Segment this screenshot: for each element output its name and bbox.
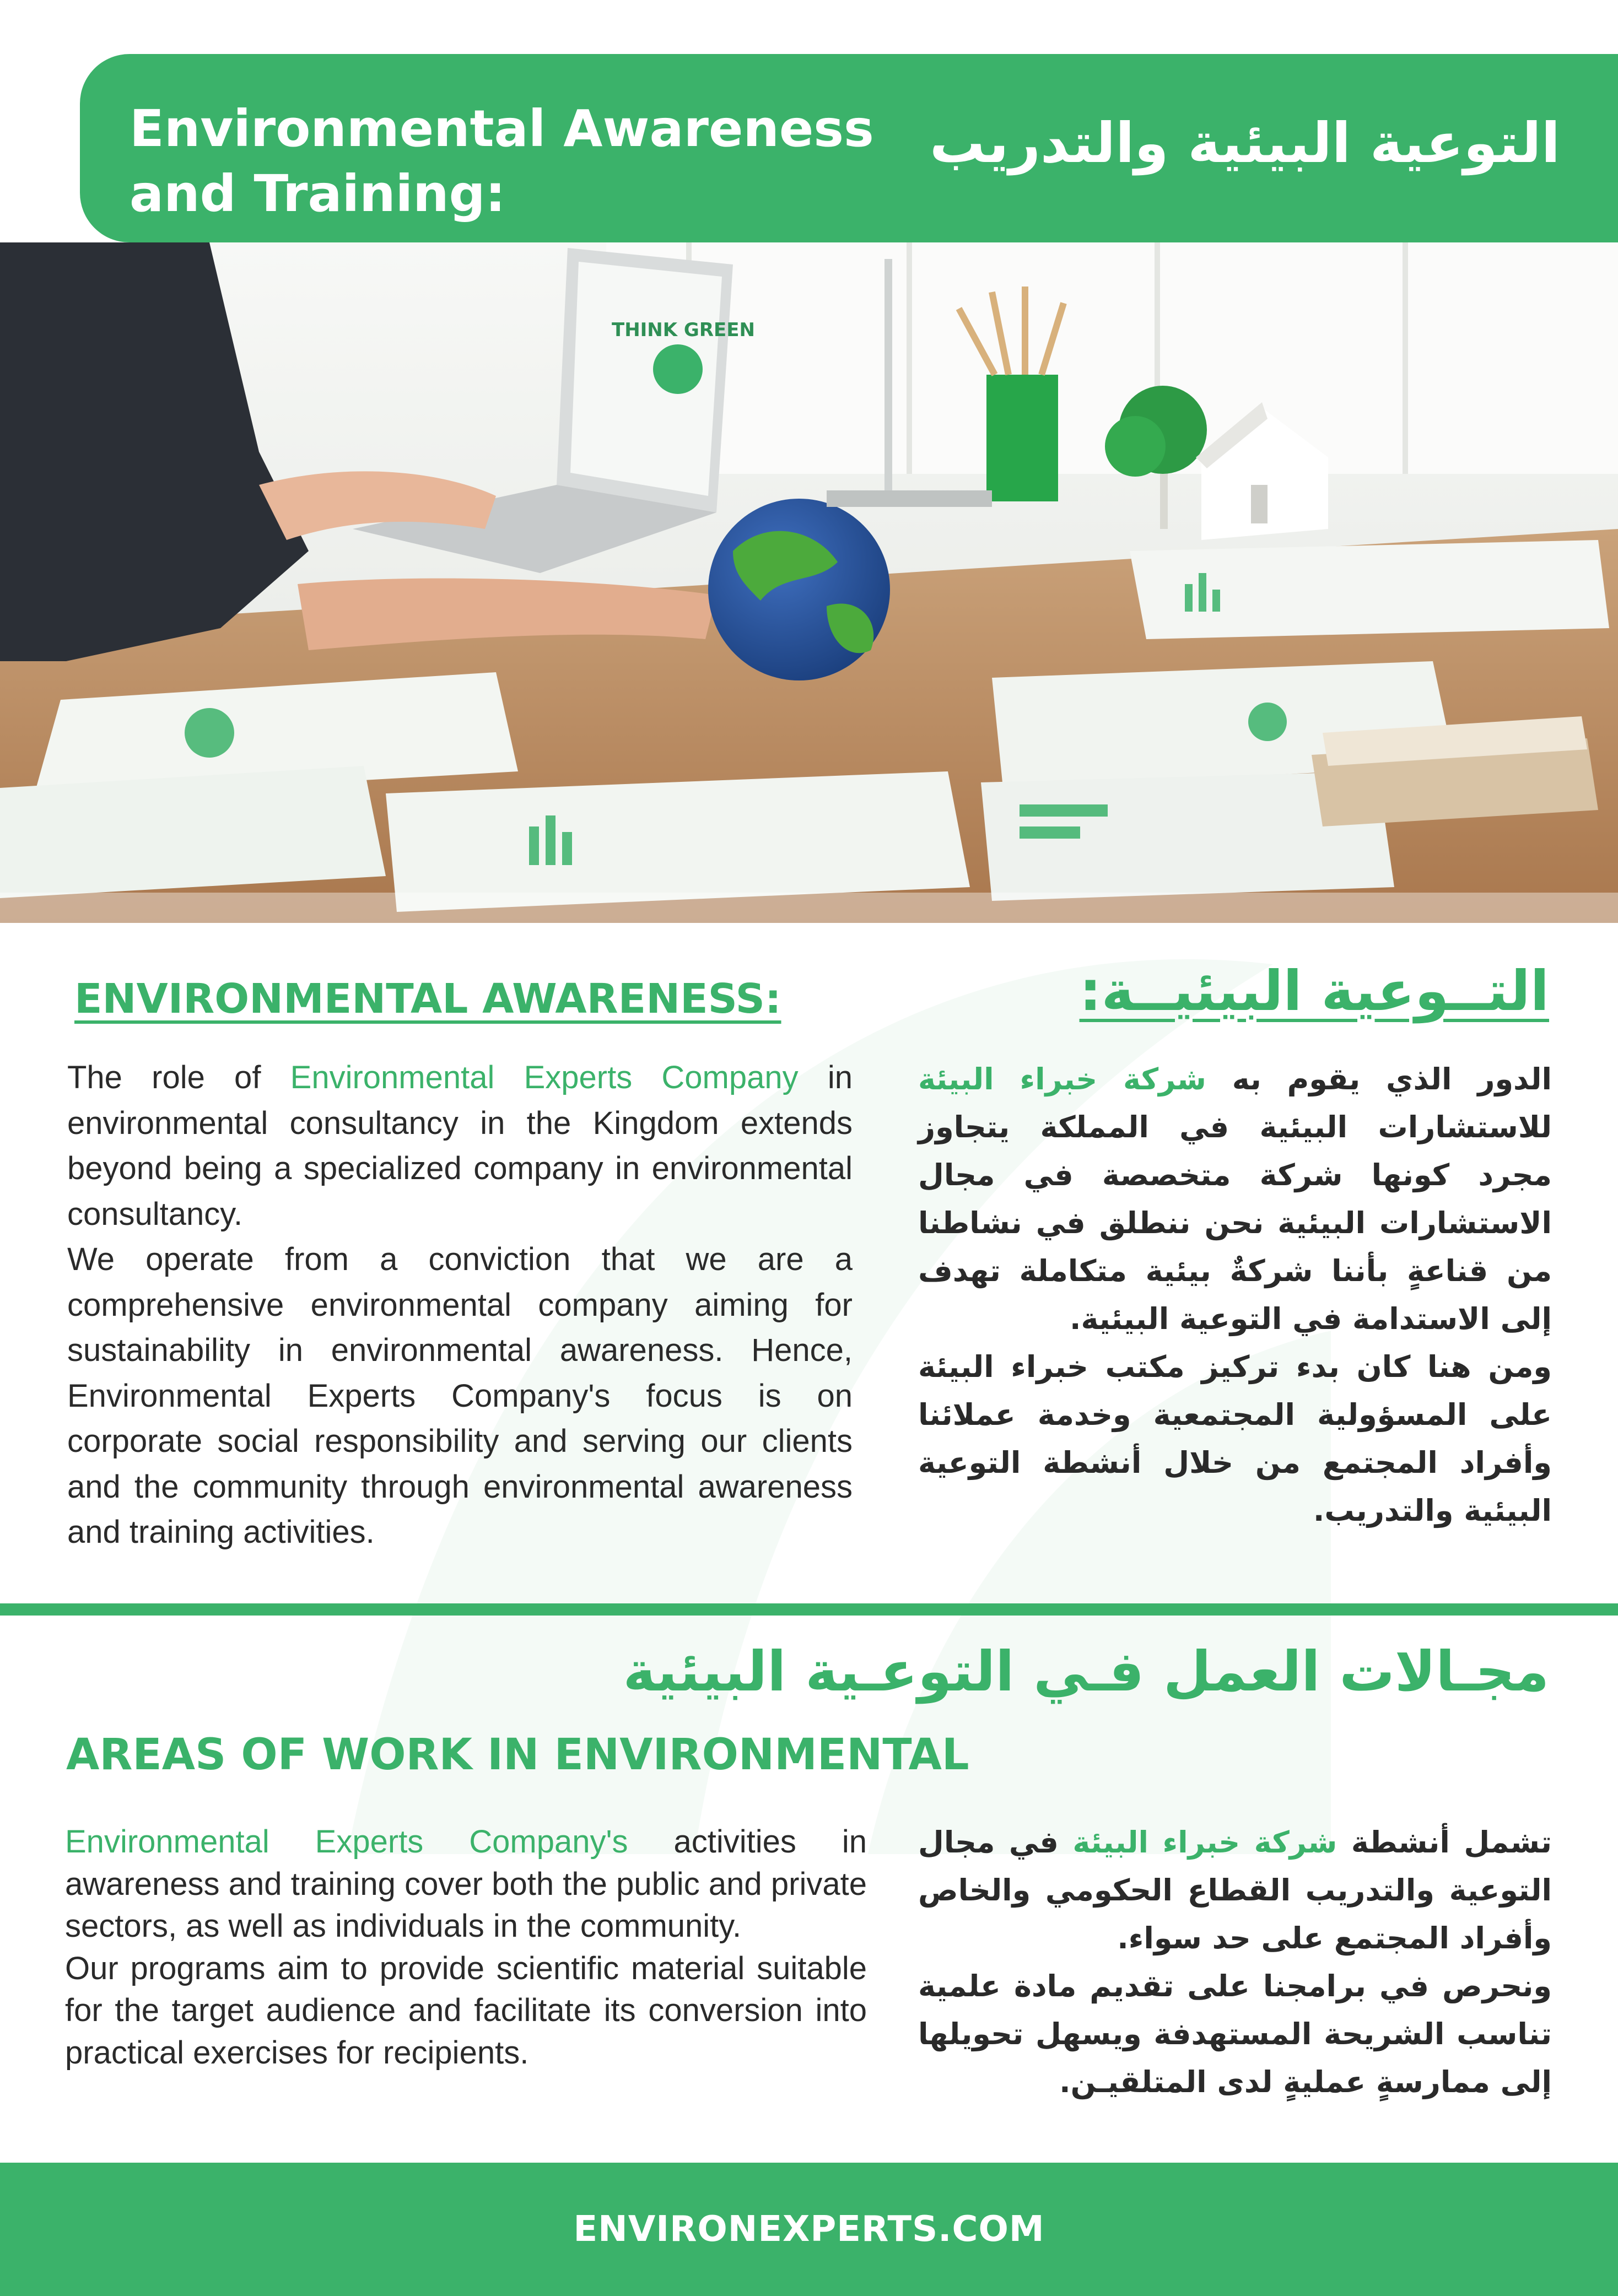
awareness-ar-intro: الدور الذي يقوم به [1206, 1062, 1552, 1096]
areas-title-en: AREAS OF WORK IN ENVIRONMENTAL [66, 1730, 969, 1780]
awareness-body-en [67, 1055, 853, 1555]
awareness-title-ar: التــوعية البيئيــة: [1079, 959, 1549, 1023]
awareness-en-paragraph-1 [67, 1055, 853, 1237]
areas-ar-paragraph-1 [918, 1818, 1552, 1962]
areas-en-paragraph-2: Our programs aim to provide scientific material suitable for the target audience and facilitate its conversion into practical exercises for recipients. [65, 1950, 867, 2071]
header-title-en-line1: Environmental Awareness [130, 99, 874, 158]
company-name-highlight-ar: شركة خبراء البيئة [918, 1062, 1206, 1096]
company-name-highlight-ar-2: شركة خبراء البيئة [1072, 1825, 1337, 1860]
areas-body-ar [918, 1818, 1552, 2106]
svg-text:THINK GREEN: THINK GREEN [612, 319, 755, 341]
header-title-ar: التوعية البيئية والتدريب [929, 111, 1560, 175]
awareness-title-en: ENVIRONMENTAL AWARENESS: [74, 975, 781, 1023]
header-title-en [130, 96, 901, 226]
awareness-en-intro: The role of [67, 1060, 290, 1095]
awareness-ar-paragraph-1 [918, 1055, 1552, 1343]
company-name-highlight-2: Environmental Experts Company's [65, 1824, 628, 1860]
awareness-en-rest: in environmental consultancy in the Kingdom extends beyond being a specialized company in environmental consultancy. [67, 1060, 853, 1232]
website-link[interactable]: ENVIRONEXPERTS.COM [573, 2209, 1045, 2250]
awareness-ar-rest: للاستشارات البيئية في المملكة يتجاوز مجرد كونها شركة متخصصة في مجال الاستشارات البيئية نحن ننطلق في نشاطنا من قناعةٍ بأننا شركةٌ بيئية متكاملة تهدف إلى الاستدامة في التوعية البيئية. [918, 1110, 1552, 1336]
hero-photo [0, 242, 1618, 923]
company-name-highlight: Environmental Experts Company [290, 1060, 799, 1095]
header-title-en-line2: and Training: [130, 164, 506, 223]
areas-ar-rest: في مجال التوعية والتدريب القطاع الحكومي والخاص وأفراد المجتمع على حد سواء. [918, 1825, 1552, 1955]
areas-body-en [65, 1821, 867, 2074]
areas-title-ar: مجـالات العمل فـي التوعـية البيئية [623, 1639, 1549, 1704]
areas-en-rest: activities in awareness and training cover both the public and private sectors, as well as individuals in the community. [65, 1824, 867, 1944]
awareness-ar-paragraph-2: ومن هنا كان بدء تركيز مكتب خبراء البيئة على المسؤولية المجتمعية وخدمة عملائنا وأفراد المجتمع من خلال أنشطة التوعية البيئية والتدريب. [918, 1349, 1552, 1528]
areas-ar-paragraph-2: ونحرص في برامجنا على تقديم مادة علمية تناسب الشريحة المستهدفة ويسهل تحويلها إلى ممارسةٍ عمليةٍ لدى المتلقيـن. [918, 1969, 1552, 2099]
areas-en-paragraph-1 [65, 1821, 867, 1948]
section-divider [0, 1603, 1618, 1616]
awareness-body-ar [918, 1055, 1552, 1535]
awareness-en-paragraph-2: We operate from a conviction that we are a comprehensive environmental company aiming for sustainability in environmental awareness. Hence, Environmental Experts Company's focus is on corporate social responsibility and serving our clients and the community through environmental awareness and training activities. [67, 1241, 853, 1550]
footer-bar [0, 2163, 1618, 2296]
areas-ar-intro: تشمل أنشطة [1337, 1825, 1552, 1860]
